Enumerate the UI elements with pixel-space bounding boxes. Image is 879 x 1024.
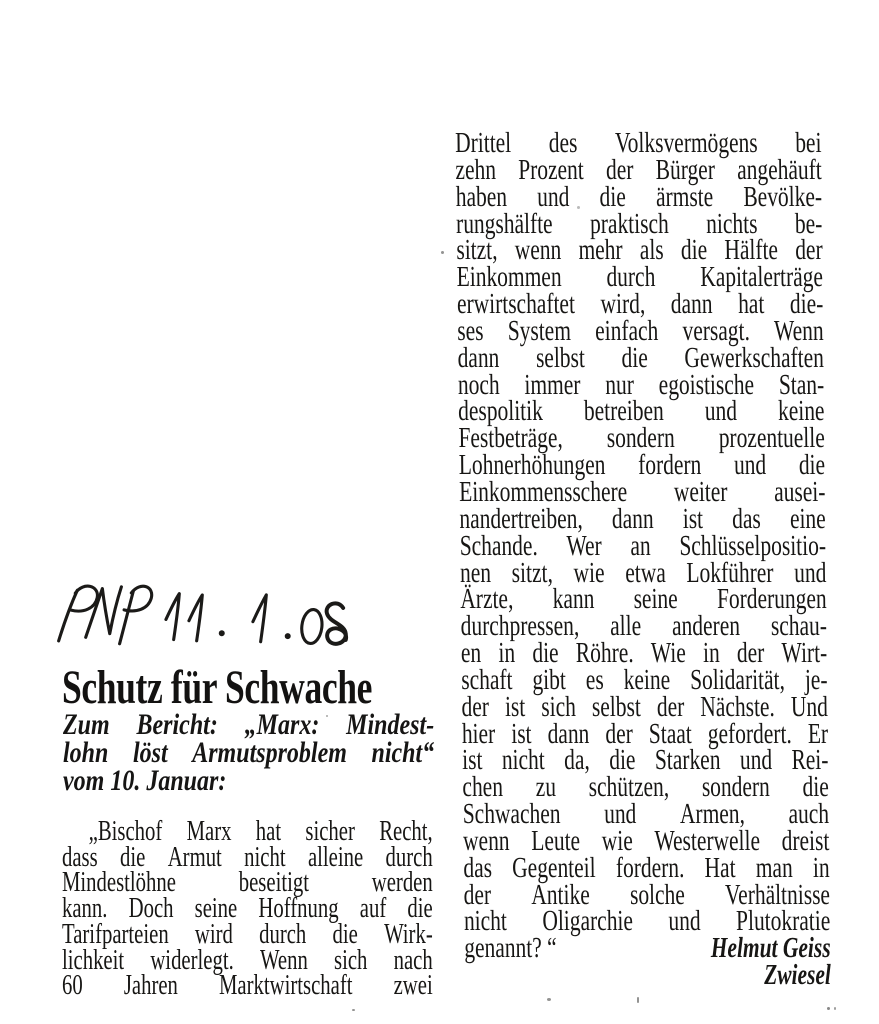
headline: Schutz für Schwache: [62, 661, 373, 714]
text-line: nicht Oligarchie und Plutokratie: [463, 905, 831, 938]
scan-speck: [326, 715, 328, 717]
scan-speck: [834, 1007, 836, 1010]
text-line: noch immer nur egoistische Stan-: [457, 368, 825, 401]
text-line: schaft gibt es keine Solidarität, je-: [461, 663, 828, 696]
text-line: Lohnerhöhungen fordern und die: [458, 449, 826, 482]
handwriting-stroke: [253, 595, 267, 642]
text-line: lichkeit widerlegt. Wenn sich nach: [62, 944, 433, 976]
text-line: ses System einfach versagt. Wenn: [457, 314, 824, 347]
handwriting-stroke: [166, 593, 180, 639]
text-line: der ist sich selbst der Nächste. Und: [461, 690, 829, 723]
text-line: dann selbst die Gewerkschaften: [457, 341, 825, 374]
scan-speck: [577, 206, 580, 209]
text-line: Drittel des Volksvermögens bei: [454, 127, 822, 159]
author-city-line: [464, 959, 832, 992]
text-line: ist nicht da, die Starken und Rei-: [461, 744, 829, 777]
handwriting-eight: [326, 603, 346, 644]
intro-justified-lines: [63, 708, 435, 769]
handwriting-stroke: [59, 590, 78, 641]
text-line: der Antike solche Verhältnisse: [463, 878, 831, 911]
text-line: Ärzte, kann seine Forderungen: [460, 583, 827, 616]
text-line: kann. Doch seine Hoffnung auf die: [62, 893, 433, 925]
text-line: hier ist dann der Staat gefordert. Er: [461, 717, 829, 750]
scan-speck: [352, 1009, 355, 1011]
text-line: wenn Leute wie Westerwelle dreist: [462, 824, 830, 857]
text-line: chen zu schützen, sondern die: [462, 771, 829, 804]
text-line: en in die Röhre. Wie in der Wirt-: [460, 637, 828, 670]
text-line: Schwachen und Armen, auch: [462, 798, 830, 831]
author-city: Zwiesel: [763, 959, 832, 992]
handwritten-date-annotation: [56, 579, 357, 653]
intro-last-line: vom 10. Januar:: [63, 763, 227, 797]
author-name: Helmut Geiss: [710, 932, 831, 965]
text-line: nen sitzt, wie etwa Lokführer und: [459, 556, 827, 589]
text-line: Mindestlöhne beseitigt werden: [62, 867, 433, 899]
text-line: das Gegenteil fordern. Hat man in: [463, 851, 830, 884]
text-line: Tarifparteien wird durch die Wirk-: [62, 918, 433, 950]
right-column-text: [454, 127, 832, 992]
text-line: Festbeträge, sondern prozentuelle: [458, 422, 825, 455]
scan-speck: [441, 251, 444, 254]
scan-speck: [637, 997, 639, 1003]
text-line: erwirtschaftet wird, dann hat die-: [456, 288, 824, 321]
handwriting-dot: [285, 633, 291, 639]
text-line: durchpressen, alle anderen schau-: [460, 610, 828, 643]
handwriting-dot: [219, 630, 225, 636]
text-line: lohn löst Armutsproblem nicht“: [63, 735, 435, 769]
text-line: nandertreiben, dann ist das eine: [459, 502, 826, 535]
text-line: Schande. Wer an Schlüsselpositio-: [459, 529, 827, 562]
text-line: Einkommen durch Kapitalerträge: [456, 261, 824, 294]
text-line: Zum Bericht: „Marx: Mindest-: [63, 708, 435, 741]
text-line: 60 Jahren Marktwirtschaft zwei: [62, 970, 433, 1002]
text-line: Einkommensschere weiter ausei-: [458, 475, 826, 508]
left-column-text: [62, 816, 433, 1002]
scan-speck: [547, 998, 551, 1001]
text-line: rungshälfte praktisch nichts be-: [455, 207, 823, 240]
text-line: zehn Prozent der Bürger angehäuft: [455, 153, 822, 186]
article-intro: [63, 708, 435, 797]
handwriting-stroke: [189, 595, 203, 641]
right-column-lines: [454, 127, 831, 938]
text-line: despolitik betreiben und keine: [458, 395, 825, 428]
scan-speck: [827, 1007, 830, 1010]
signature-row: [464, 932, 831, 965]
handwriting-zero: [300, 608, 324, 644]
handwriting-stroke: [86, 586, 122, 637]
left-column-lines: [62, 816, 433, 1002]
handwriting-stroke: [120, 591, 134, 644]
text-line: haben und die ärmste Bevölke-: [455, 180, 823, 213]
text-line: „Bischof Marx hat sicher Recht,: [88, 816, 433, 847]
text-line: dass die Armut nicht alleine durch: [62, 841, 433, 873]
text-line: sitzt, wenn mehr als die Hälfte der: [456, 234, 823, 267]
closing-quote-text: genannt? “: [464, 932, 557, 965]
